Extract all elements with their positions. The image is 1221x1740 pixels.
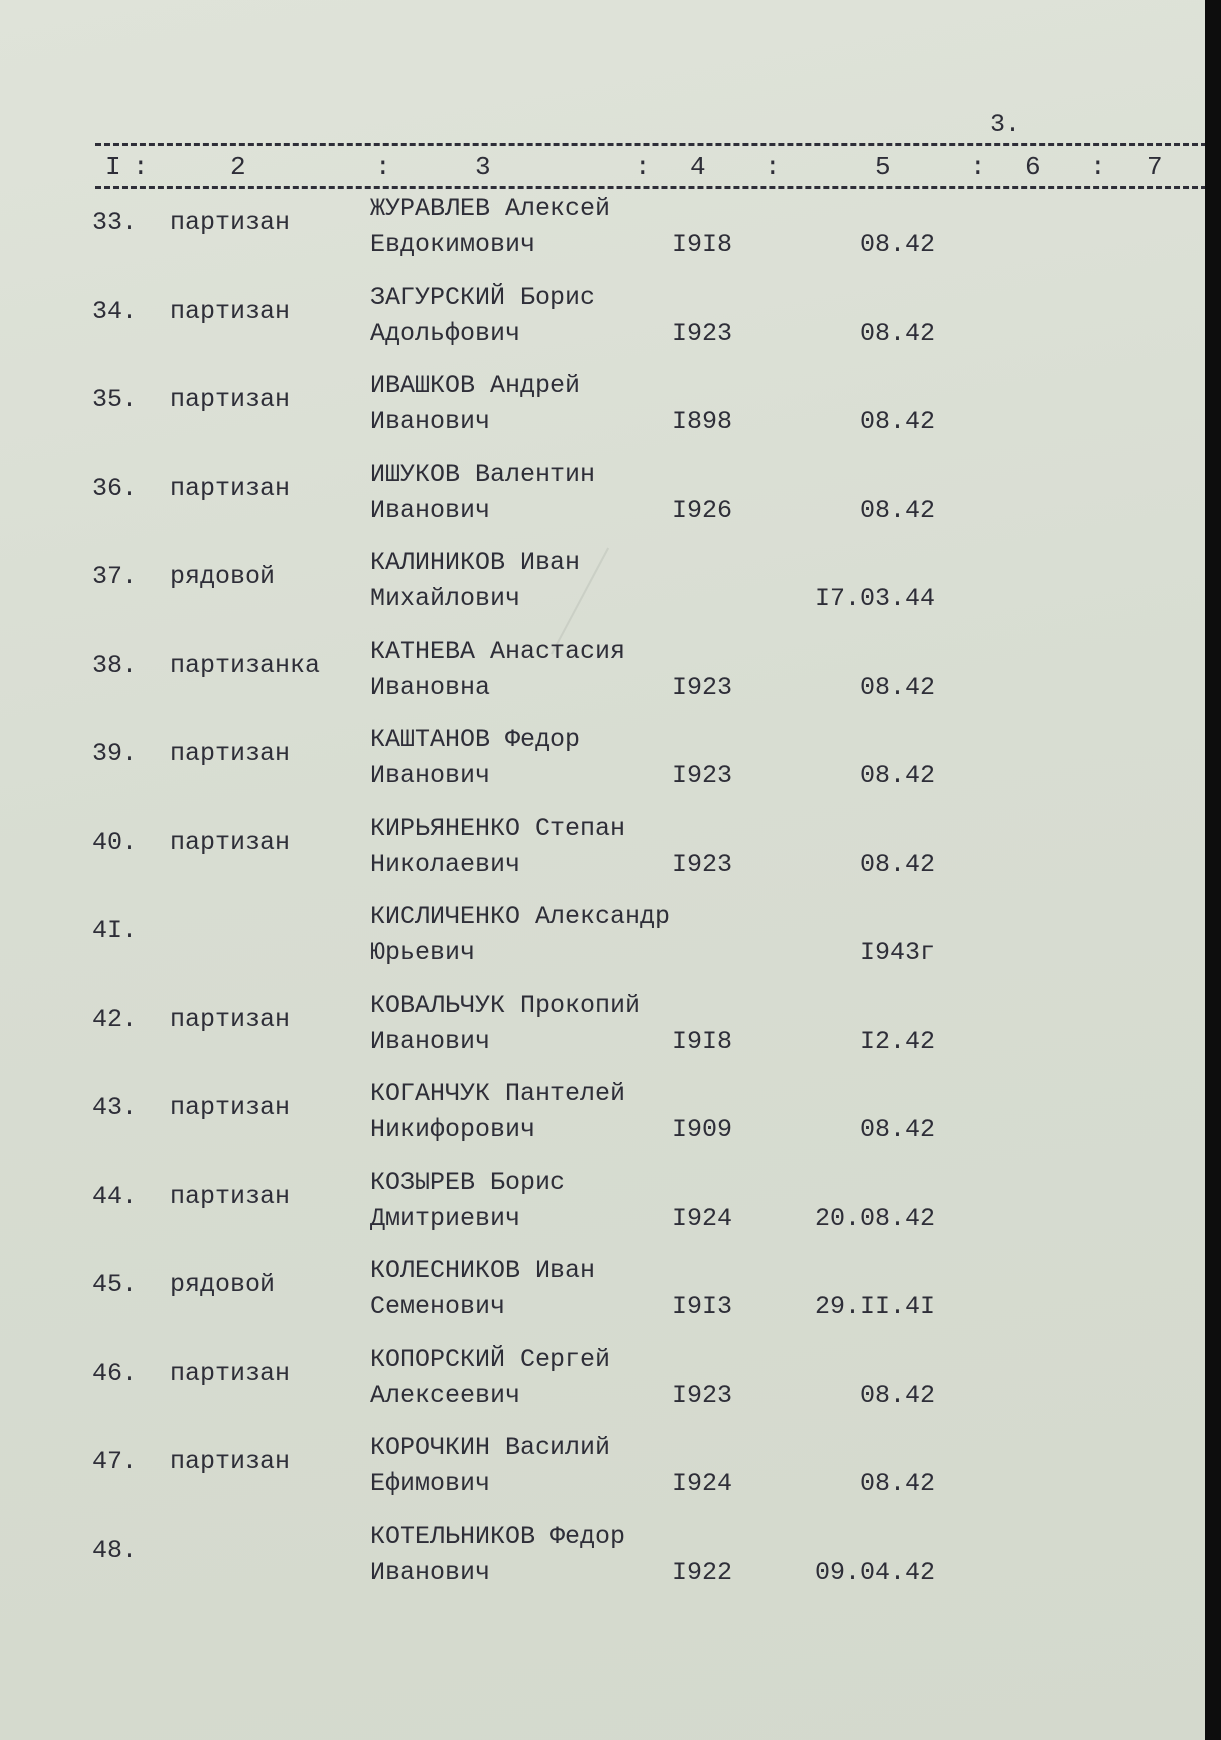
row-date: 08.42 (859, 407, 935, 436)
col-header-4: 4 (690, 152, 706, 182)
row-surname-name: КИРЬЯНЕНКО Степан (370, 813, 626, 843)
row-surname-name: КАТНЕВА Анастасия (370, 636, 626, 666)
row-birth-year: I923 (672, 318, 733, 348)
row-date: 08.42 (859, 672, 935, 702)
row-rank: рядовой (170, 1270, 276, 1299)
row-birth-year: I9I3 (672, 1292, 733, 1321)
row-birth-year: I9I8 (672, 1026, 733, 1056)
row-patronymic: Евдокимович (370, 230, 536, 259)
row-date: 09.04.42 (814, 1557, 935, 1587)
row-patronymic: Иванович (370, 761, 491, 790)
col-separator: : (1090, 152, 1106, 182)
col-header-1: I (105, 152, 121, 182)
row-surname-name: КИСЛИЧЕНКО Александр (370, 902, 671, 931)
row-surname-name: ИШУКОВ Валентин (370, 459, 596, 489)
row-surname-name: КОРОЧКИН Василий (370, 1433, 611, 1462)
row-surname-name: ЖУРАВЛЕВ Алексей (370, 194, 611, 223)
table-row (0, 1079, 1205, 1173)
row-birth-year: I924 (672, 1469, 733, 1498)
row-patronymic: Иванович (370, 495, 491, 525)
row-date: I943г (859, 938, 935, 967)
row-rank: партизан (170, 827, 291, 857)
row-patronymic: Иванович (370, 1557, 491, 1587)
row-patronymic: Николаевич (370, 849, 521, 879)
col-header-3: 3 (475, 152, 491, 182)
row-rank: партизан (170, 296, 291, 326)
row-number: 46. (92, 1358, 138, 1388)
row-date: 08.42 (859, 1115, 935, 1144)
row-birth-year: I909 (672, 1115, 733, 1144)
col-header-5: 5 (875, 152, 891, 182)
row-number: 4I. (92, 916, 138, 945)
row-surname-name: КОПОРСКИЙ Сергей (370, 1344, 611, 1374)
row-patronymic: Адольфович (370, 318, 521, 348)
row-number: 45. (92, 1270, 138, 1299)
row-birth-year: I923 (672, 761, 733, 790)
col-separator: : (970, 152, 986, 182)
table-row (0, 1344, 1205, 1439)
row-number: 35. (92, 385, 138, 414)
page-number: 3. (990, 110, 1021, 139)
row-rank: партизан (170, 208, 291, 237)
row-rank: партизан (170, 1093, 291, 1122)
row-date: 08.42 (859, 495, 935, 525)
row-birth-year: I9I8 (672, 230, 733, 259)
row-rank: партизан (170, 1447, 291, 1476)
row-patronymic: Ивановна (370, 672, 491, 702)
row-number: 34. (92, 296, 138, 326)
row-date: 08.42 (859, 1380, 935, 1410)
row-patronymic: Дмитриевич (370, 1203, 521, 1233)
row-birth-year: I922 (672, 1557, 733, 1587)
row-rank: партизан (170, 385, 291, 414)
top-rule (95, 143, 1205, 146)
row-number: 39. (92, 739, 138, 768)
row-number: 48. (92, 1535, 138, 1565)
table-row (0, 194, 1205, 288)
table-row (0, 1521, 1205, 1616)
row-birth-year: I923 (672, 1380, 733, 1410)
row-surname-name: ИВАШКОВ Андрей (370, 371, 581, 400)
row-birth-year: I923 (672, 672, 733, 702)
row-surname-name: КОТЕЛЬНИКОВ Федор (370, 1521, 626, 1551)
row-patronymic: Иванович (370, 1026, 491, 1056)
table-row (0, 1433, 1205, 1527)
row-number: 43. (92, 1093, 138, 1122)
row-patronymic: Иванович (370, 407, 491, 436)
row-number: 38. (92, 650, 138, 680)
row-date: 08.42 (859, 849, 935, 879)
table-row (0, 1167, 1205, 1262)
col-separator: : (375, 152, 391, 182)
col-header-2: 2 (230, 152, 246, 182)
row-rank: рядовой (170, 562, 276, 591)
row-rank: партизан (170, 1004, 291, 1034)
row-date: I7.03.44 (814, 584, 935, 613)
col-separator: : (765, 152, 781, 182)
table-row (0, 282, 1205, 377)
table-row (0, 990, 1205, 1085)
row-date: 20.08.42 (814, 1203, 935, 1233)
row-date: I2.42 (859, 1026, 935, 1056)
table-row (0, 902, 1205, 996)
table-header (95, 152, 1205, 189)
row-surname-name: КОВАЛЬЧУК Прокопий (370, 990, 641, 1020)
row-birth-year: I926 (672, 495, 733, 525)
table-row (0, 725, 1205, 819)
row-surname-name: КОГАНЧУК Пантелей (370, 1079, 626, 1108)
row-birth-year: I898 (672, 407, 733, 436)
row-surname-name: ЗАГУРСКИЙ Борис (370, 282, 596, 312)
row-patronymic: Семенович (370, 1292, 506, 1321)
row-rank: партизан (170, 473, 291, 503)
table-row (0, 636, 1205, 731)
row-patronymic: Ефимович (370, 1469, 491, 1498)
row-patronymic: Михайлович (370, 584, 521, 613)
row-surname-name: КОЗЫРЕВ Борис (370, 1167, 566, 1197)
row-rank: партизан (170, 1358, 291, 1388)
row-birth-year: I924 (672, 1203, 733, 1233)
table-row (0, 459, 1205, 554)
row-rank: партизан (170, 1181, 291, 1211)
row-birth-year: I923 (672, 849, 733, 879)
row-date: 29.II.4I (814, 1292, 935, 1321)
row-date: 08.42 (859, 1469, 935, 1498)
row-surname-name: КАШТАНОВ Федор (370, 725, 581, 754)
row-surname-name: КОЛЕСНИКОВ Иван (370, 1256, 596, 1285)
row-rank: партизанка (170, 650, 321, 680)
row-patronymic: Юрьевич (370, 938, 476, 967)
row-number: 36. (92, 473, 138, 503)
table-row (0, 813, 1205, 908)
row-number: 33. (92, 208, 138, 237)
row-rank: партизан (170, 739, 291, 768)
table-row (0, 548, 1205, 642)
row-number: 47. (92, 1447, 138, 1476)
row-patronymic: Никифорович (370, 1115, 536, 1144)
col-separator: : (133, 152, 149, 182)
col-separator: : (635, 152, 651, 182)
row-date: 08.42 (859, 230, 935, 259)
row-number: 44. (92, 1181, 138, 1211)
row-surname-name: КАЛИНИКОВ Иван (370, 548, 581, 577)
row-number: 40. (92, 827, 138, 857)
table-row (0, 371, 1205, 465)
table-row (0, 1256, 1205, 1350)
col-header-6: 6 (1025, 152, 1041, 182)
row-date: 08.42 (859, 318, 935, 348)
row-number: 37. (92, 562, 138, 591)
col-header-7: 7 (1147, 152, 1163, 182)
row-number: 42. (92, 1004, 138, 1034)
row-date: 08.42 (859, 761, 935, 790)
row-patronymic: Алексеевич (370, 1380, 521, 1410)
